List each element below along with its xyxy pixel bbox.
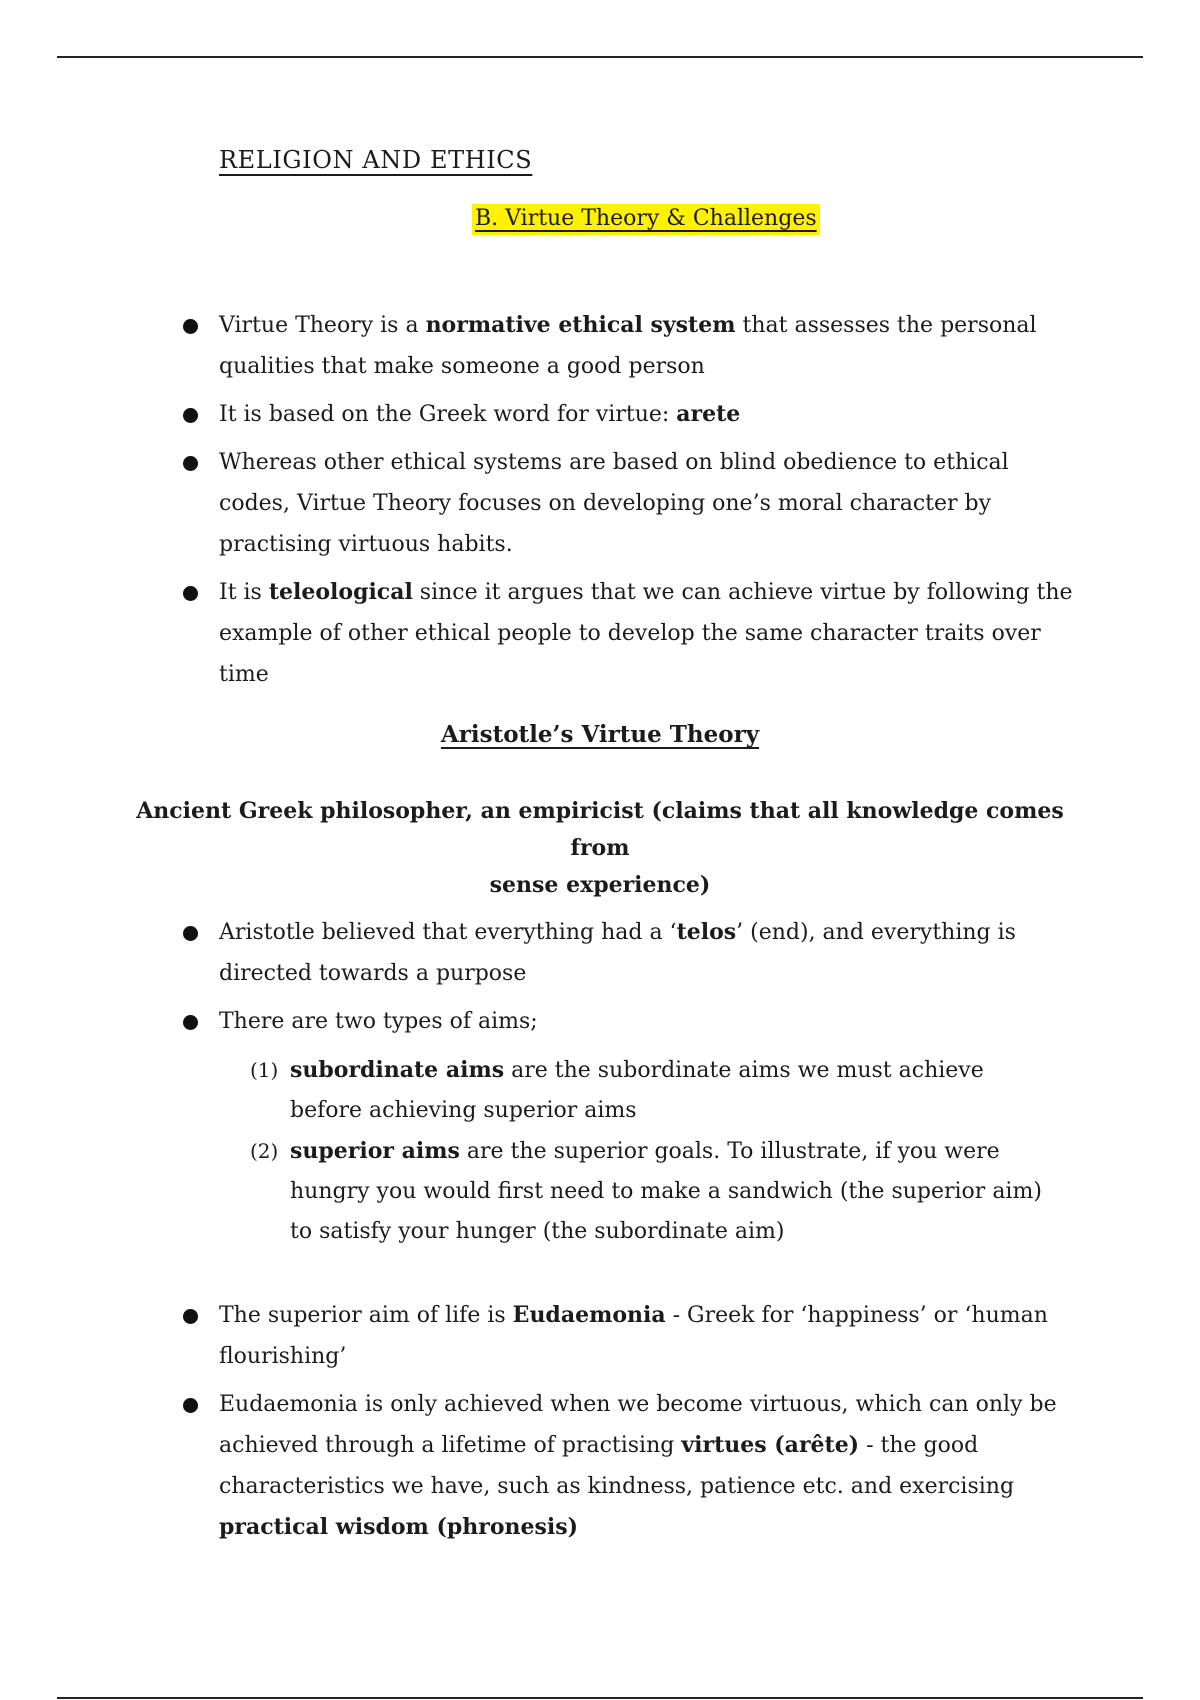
aristotle-intro: Ancient Greek philosopher, an empiricist (claims that all knowledge comes from sense experience) bbox=[136, 798, 1064, 898]
aristotle-bullet-list bbox=[190, 912, 1080, 1049]
section-title: B. Virtue Theory & Challenges bbox=[472, 204, 820, 235]
list-item: Whereas other ethical systems are based on blind obedience to ethical codes, Virtue Theory focuses on developing one’s moral character by practising virtuous habits. bbox=[190, 442, 1080, 565]
list-item: The superior aim of life is Eudaemonia - Greek for ‘happiness’ or ‘human flourishing’ bbox=[190, 1295, 1080, 1377]
list-item: Eudaemonia is only achieved when we become virtuous, which can only be achieved through a lifetime of practising virtues (arête) - the good characteristics we have, such as kindness, patience etc. and exercising practical wisdom (phronesis) bbox=[190, 1384, 1080, 1548]
eudaemonia-bullet-list bbox=[190, 1295, 1080, 1555]
bottom-rule bbox=[57, 1697, 1143, 1699]
list-item: Virtue Theory is a normative ethical system that assesses the personal qualities that make someone a good person bbox=[190, 305, 1080, 387]
list-item: Aristotle believed that everything had a ‘telos’ (end), and everything is directed towards a purpose bbox=[190, 912, 1080, 994]
aims-list bbox=[250, 1050, 1050, 1252]
aim-item: (1) subordinate aims are the subordinate aims we must achieve before achieving superior aims bbox=[250, 1057, 984, 1123]
intro-bullet-list bbox=[190, 305, 1080, 702]
aristotle-heading: Aristotle’s Virtue Theory bbox=[440, 721, 760, 748]
aim-item: (2) superior aims are the superior goals. To illustrate, if you were hungry you would first need to make a sandwich (the superior aim) to satisfy your hunger (the subordinate aim) bbox=[250, 1138, 1042, 1244]
list-item: It is based on the Greek word for virtue: arete bbox=[190, 394, 1080, 435]
course-title: RELIGION AND ETHICS bbox=[219, 146, 533, 174]
list-item: It is teleological since it argues that we can achieve virtue by following the example of other ethical people to develop the same character traits over time bbox=[190, 572, 1080, 695]
top-rule bbox=[57, 56, 1143, 58]
list-item: There are two types of aims; bbox=[190, 1001, 1080, 1042]
